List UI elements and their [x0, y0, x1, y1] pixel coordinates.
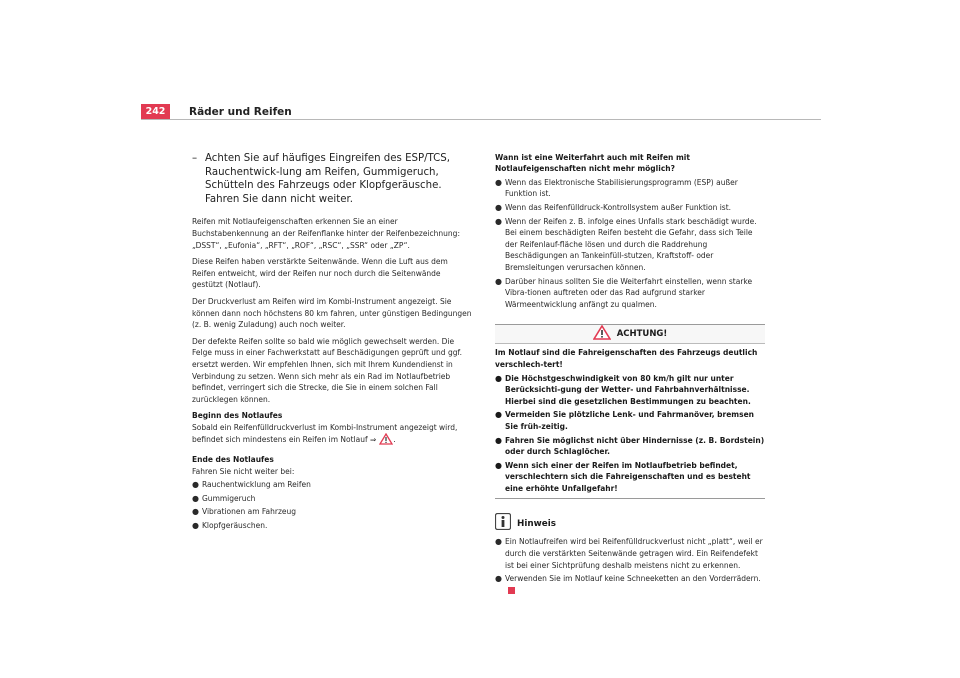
subheading-beginn: Beginn des Notlaufes — [192, 411, 283, 421]
page-number: 242 — [141, 104, 170, 120]
list-item: ● Vibrationen am Fahrzeug — [192, 507, 297, 517]
list-item: ● Wenn sich einer der Reifen im Notlaufbetrieb befindet, verschlechtern sich die Fahreigenschaften und es besteht eine erhöhte Unfallgefahr! — [495, 460, 751, 493]
list-item: ● Darüber hinaus sollten Sie die Weiterfahrt einstellen, wenn starke Vibra-tionen auftreten oder das Rad aufgrund starker Wärmeentwicklung anfängt zu qualmen. — [495, 276, 753, 309]
list-item: ● Verwenden Sie im Notlauf keine Schneeketten an den Vorderrädern. — [495, 573, 765, 596]
info-note-icon — [495, 513, 511, 534]
note-title: Hinweis — [517, 518, 556, 529]
bullet-icon: ● — [495, 276, 502, 286]
bullet-icon: ● — [495, 460, 502, 470]
list-item: ● Wenn der Reifen z. B. infolge eines Unfalls stark beschädigt wurde. Bei einem beschädigten Reifen besteht die Gefahr, dass sich Teile der Reifenlauf-fläche lösen und durch die Raddrehung Beschädigungen an Tankeinfüll-stutzen, Kraftstoff- oder Bremsleitungen verursachen können. — [495, 216, 757, 272]
paragraph-ende: Fahren Sie nicht weiter bei: — [192, 466, 295, 476]
list-item: ● Klopfgeräuschen. — [192, 521, 268, 531]
warning-title: ACHTUNG! — [616, 329, 668, 340]
question-heading: Wann ist eine Weiterfahrt auch mit Reifen mit Notlaufeigenschaften nicht mehr möglich? — [495, 153, 690, 174]
warning-header — [495, 325, 765, 344]
bullet-icon: ● — [495, 177, 502, 187]
dash-item — [192, 152, 472, 206]
warning-triangle-icon[interactable] — [379, 433, 393, 449]
paragraph-pressure-loss: Der Druckverlust am Reifen wird im Kombi-Instrument angezeigt. Sie können dann noch höchstens 80 km fahren, unter günstigen Bedingungen (z. B. wenig Zuladung) auch noch weiter. — [192, 296, 472, 330]
warning-box — [495, 324, 765, 499]
bullet-icon: ● — [495, 537, 502, 547]
page-header — [141, 104, 821, 120]
bullet-icon: ● — [495, 410, 502, 420]
list-item: ● Fahren Sie möglichst nicht über Hindernisse (z. B. Bordstein) oder durch Schlaglöcher. — [495, 435, 765, 457]
bullet-icon: ● — [495, 216, 502, 226]
bullet-icon: ● — [192, 507, 199, 517]
bullet-icon: ● — [192, 480, 199, 490]
paragraph-beginn: Sobald ein Reifenfülldruckverlust im Kombi-Instrument angezeigt wird, befindet sich mindestens ein Reifen im Notlauf ⇒ . — [192, 422, 472, 449]
bullet-icon: ● — [192, 521, 199, 531]
right-column — [495, 152, 765, 596]
list-item: ● Vermeiden Sie plötzliche Lenk- und Fahrmanöver, bremsen Sie früh-zeitig. — [495, 410, 755, 431]
bullet-icon: ● — [495, 435, 502, 445]
warning-intro: Im Notlauf sind die Fahreigenschaften des Fahrzeugs deutlich verschlech-tert! — [495, 348, 758, 369]
bullet-icon: ● — [495, 203, 502, 212]
left-column — [192, 152, 472, 532]
header-rule — [141, 119, 821, 120]
list-item: ● Wenn das Reifenfülldruck-Kontrollsystem außer Funktion ist. — [495, 203, 732, 212]
paragraph-sidewalls: Diese Reifen haben verstärkte Seitenwände. Wenn die Luft aus dem Reifen entweicht, wird der Reifen nur noch durch die Seitenwände gestützt (Notlauf). — [192, 257, 448, 290]
warning-triangle-icon — [593, 325, 611, 344]
dash-item-text: Achten Sie auf häufiges Eingreifen des ESP/TCS, Rauchentwick-lung am Reifen, Gummigeruch, Schütteln des Fahrzeugs oder Klopfgeräusche. Fahren Sie dann nicht weiter. — [205, 153, 450, 205]
list-item: ● Gummigeruch — [192, 493, 256, 503]
bullet-icon: ● — [495, 574, 502, 584]
list-item: ● Wenn das Elektronische Stabilisierungsprogramm (ESP) außer Funktion ist. — [495, 177, 738, 199]
paragraph-identification: Reifen mit Notlaufeigenschaften erkennen Sie an einer Buchstabenkennung an der Reifenflanke hinter der Reifenbezeichnung: „DSST“, „Eufonia“, „RFT“, „ROF“, „RSC“, „SSR“ oder „ZP“. — [192, 217, 460, 250]
list-item: ● Rauchentwicklung am Reifen — [192, 480, 311, 490]
note-header — [495, 513, 765, 534]
warning-body — [495, 344, 765, 498]
end-of-section-square-icon — [508, 587, 515, 594]
paragraph-defective-tyre: Der defekte Reifen sollte so bald wie möglich gewechselt werden. Die Felge muss in einer Fachwerkstatt auf Beschädigungen geprüft und ggf. ersetzt werden. Wir empfehlen Ihnen, sich mit Ihrem Kundendienst in Verbindung zu setzen. Wenn sich mehr als ein Rad im Notlaufbetrieb befindet, verringert sich die Strecke, die Sie in einem solchen Fall zurücklegen können. — [192, 336, 462, 404]
note-body — [495, 536, 765, 596]
subheading-ende: Ende des Notlaufes — [192, 455, 274, 465]
dash-marker: – — [192, 153, 198, 164]
list-item: ● Ein Notlaufreifen wird bei Reifenfülldruckverlust nicht „platt“, weil er durch die verstärkten Seitenwände getragen wird. Ein Reifendefekt ist bei einer Sichtprüfung deshalb meistens nicht zu erkennen. — [495, 537, 763, 570]
list-item: ● Die Höchstgeschwindigkeit von 80 km/h gilt nur unter Berücksichti-gung der Wetter- und Fahrbahnverhältnisse. Hierbei sind die gesetzlichen Bestimmungen zu beachten. — [495, 373, 751, 406]
page-title: Räder und Reifen — [189, 106, 292, 118]
bullet-icon: ● — [495, 373, 502, 383]
bullet-icon: ● — [192, 493, 199, 503]
